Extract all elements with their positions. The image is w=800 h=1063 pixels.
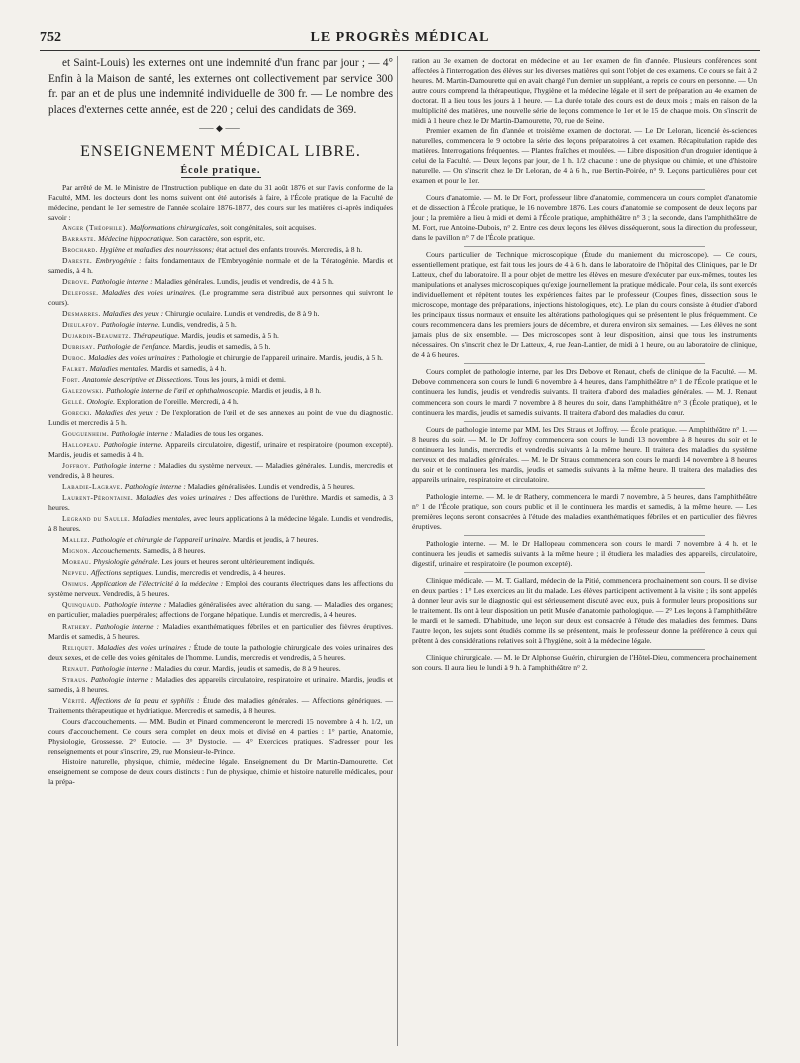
paragraph-separator [464,488,706,489]
course-entry [48,320,393,330]
announcement-paragraph: Cours complet de pathologie interne, par les Drs Debove et Renaut, chefs de clinique de la Faculté. — M. Debove commencera son cours le lundi 6 novembre à 4 heures, dans l'amphithéâtre n° 1 de l'École pratique et le continuera les lundis, jeudis et vendredis suivants. Il traitera d'abord des maladies générales. — M. J. Renaut commencera son cours le mardi 7 novembre à 8 heures du soir, dans l'amphithéâtre n° 3 (École pratique), et le continuera les mardis, jeudis et samedis suivants. Il traitera d'abord des maladies du cœur. [412,367,757,417]
course-subject: Application de l'électricité à la médecine : [91,579,224,589]
course-subject: Pathologie interne : [124,482,186,492]
paragraph-separator [464,535,706,536]
course-subject: Affections de la peau et syphilis : [90,695,200,705]
doctor-name: Rathery. [62,621,93,631]
doctor-name: Dieulafoy. [62,320,100,330]
course-details: Maladies des appareils circulatoire, respiratoire et urinaire. Mardis, jeudis et samedis, à 8 heures. [48,674,393,694]
course-subject: Physiologie générale. [93,557,160,567]
doctor-name: Gellé. [62,397,85,407]
announcement-paragraph: Premier examen de fin d'année et troisième examen de doctorat. — Le Dr Leloran, licencié ès-sciences naturelles, commencera le 9 octobre la série des leçons préparatoires à cet examen. Récapitulation rapide des matières. Interrogations fréquentes. — Plantes fraîches et moulées. — Libre disposition d'un droguier identique à celui de la Faculté. — Deux leçons par jour, de 1 h. 1/2 chacune : une de physique ou chimie, et une d'histoire naturelle. — On s'inscrit chez le Dr Leloran, de 4 à 6 h., rue Bertin-Poirée, n° 9. Leçons particulières pour cet examen et pour le 1er. [412,126,757,186]
accouchements-paragraph: Cours d'accouchements. — MM. Budin et Pinard commenceront le mercredi 15 novembre à 4 h. 1/2, un cours d'accouchement. Ce cours sera complet en deux mois et divisé en 4 parties : 1° partie, Anatomie, Physiologie, Grossesse. 2° Eutocie. — 3° Dystocie. — 4° Exercices pratiques. S'adresser pour les renseignements et pour s'inscrire, 29, rue Monsieur-le-Prince. [48,716,393,756]
course-details: Lundis, vendredis, à 5 h. [161,320,237,330]
left-column [48,56,393,787]
course-subject: Pathologie interne : [111,429,173,439]
course-details: Tous les jours, à midi et demi. [194,375,286,385]
course-details: Étude de toute la pathologie chirurgicale des voies urinaires des deux sexes, et de celle des voies génitales de l'homme. Lundis, mercredis et vendredis, à 5 heures. [48,642,394,662]
doctor-name: Renaut. [62,663,90,673]
doctor-name: Duboc. [62,353,87,363]
course-details: Mardis et samedis, à 4 h. [150,364,227,374]
doctor-name: Mignon. [62,546,91,556]
paragraph-separator [464,246,706,247]
course-details: Mardis et jeudis, à 7 heures. [232,535,319,545]
course-details: Mardis, jeudis et samedis, à 5 h. [172,342,271,352]
section-subtitle: École pratique. [180,164,261,176]
doctor-name: Gouguenheim. [62,429,110,439]
course-details: Maladies de tous les organes. [174,429,264,439]
course-entry [48,277,393,287]
paragraph-separator [464,649,706,650]
paragraph-separator [464,421,706,422]
course-entry [48,482,393,492]
course-details: Lundis, mercredis et vendredis, à 4 heures. [155,568,286,578]
course-details: Exploration de l'oreille. Mercredi, à 4 h. [116,397,239,407]
doctor-name: Dubrisay. [62,342,96,352]
doctor-name: Quinquaud. [62,600,102,610]
course-subject: Maladies des voies urinaires : [136,493,232,503]
course-details: Pathologie et chirurgie de l'appareil urinaire. Mardis, jeudis, à 5 h. [181,353,383,363]
course-details: Mardis, jeudis et samedis, à 5 h. [181,331,279,341]
course-details: Mardis et jeudis, à 8 h. [251,386,322,396]
doctor-name: Anger (Théophile). [62,222,129,232]
course-entry [48,331,393,341]
course-details: Son caractère, son esprit, etc. [175,233,265,243]
course-details: Maladies généralisées avec altération du sang. — Maladies des organes; en particulier, maladies puerpérales; affections de l'organe hépatique. Lundis et mercredis, à 4 heures. [48,600,393,620]
course-details: Maladies généralisées. Lundis et vendredis, à 5 heures. [187,482,355,492]
course-entry [48,514,393,534]
course-subject: Affections septiques. [90,568,154,578]
announcement-paragraph: Pathologie interne. — M. le dr Rathery, commencera le mardi 7 novembre, à 5 heures, dans l'amphithéâtre n° 1 de l'École pratique, son cours public et il le continuera les mardis et samedis, à la même heure. — Les premières leçons seront consacrées à l'étude des maladies exanthématiques fébriles et en particulier des fièvres éruptives. [412,491,757,531]
announcement-paragraph: Cours particulier de Technique microscopique (Étude du maniement du microscope). — Ce cours, essentiellement pratique, est fait tous les jours de 4 à 6 h. dans le laboratoire de l'hôpital des Cliniques, par le Dr Latteux, chef du laboratoire. Il a pour objet de mettre les élèves en mesure d'exécuter par eux-mêmes, toutes les manipulations et analyses microscopiques qu'exige journellement la pratique médicale. Pour cela, ils sont exercés individuellement et répètent toutes les expériences faites par le professeur (Coupes fines, dissection sous le microscope, montage des préparations, injections histologiques, etc). Le plan du cours consiste à étudier d'abord les principaux tissus normaux et ensuite les altérations pathologiques qui se présentent le plus fréquemment. Ce cours recommencera dans les premiers jours de décembre, et durera environ six semaines. — Les élèves ne sont jamais plus de six ensemble. — Des microscopes sont à leur disposition, ainsi que tous les instruments nécessaires. On s'inscrit chez le Dr Latteux, 4, rue Jean-Lantier, de midi à 1 heure, ou au laboratoire de clinique, de 4 à 6 heures. [412,250,757,360]
course-subject: Pathologie de l'enfance. [97,342,171,352]
paragraph-separator [464,363,706,364]
announcement-paragraph: ration au 3e examen de doctorat en médecine et au 1er examen de fin d'année. Plusieurs conférences sont affectées à l'interrogation des élèves sur les diverses matières qui sont l'objet de ces examens. Ce cours se fait à 2 heures. M. Martin-Damourette qui en avait chargé l'un dernier un suppléant, a repris ce cours en personne. — Un autre cours comprend la thérapeutique, l'hygiène et la médecine légale et il sert de préparation au 4e examen de doctorat. Il a lieu tous les jours à 1 heure. — La durée totale des cours est de deux mois ; mais en raison de la multiplicité des matières, une nouvelle série de leçons commence le 1er et le 15 de chaque mois. On s'inscrit de midi à 1 heure chez le Dr Martin-Damourette, 70, rue de Seine. [412,56,757,126]
course-entry [48,440,393,460]
course-entry [48,364,393,374]
intro-paragraph: et Saint-Louis) les externes ont une indemnité d'un franc par jour ; — 4° Enfin à la Maison de santé, les externes ont collectivement par service 300 fr. par an et de plus une indemnité individuelle de 300 fr. — Le nombre des places d'externes cette année, est de 220 ; celui des candidats de 369. [48,57,393,117]
course-details: Maladies générales. Lundis, jeudis et vendredis, de 4 à 5 h. [154,277,334,286]
course-details: faits fondamentaux de l'Embryogénie normale et de la Tératogénie. Mardis et samedis, à 4 h. [48,255,393,275]
doctor-name: Debove. [62,277,90,286]
announcement-paragraph: Pathologie interne. — M. le Dr Hallopeau commencera son cours le mardi 7 novembre à 4 h. et le continuera les jeudis et samedis suivants à la même heure ; il étudiera les maladies des appareils, circulatoire, digestif, urinaire et respiratoire (le poumon excepté). [412,538,757,568]
course-subject: Pathologie interne : [103,600,167,610]
doctor-name: Vérité. [62,695,88,705]
course-subject: Anatomie descriptive et Dissections. [82,375,193,385]
doctor-name: Fort. [62,375,81,385]
course-list [48,223,393,716]
doctor-name: Joffroy. [62,461,91,471]
course-details: Maladies exanthématiques fébriles et en particulier des fièvres éruptives. Mardis et samedis, à 5 heures. [48,621,393,641]
course-subject: Pathologie interne : [91,277,153,286]
course-subject: Pathologie interne. [101,320,160,330]
course-subject: Maladies des voies urinaires : [88,353,180,363]
doctor-name: Dujardin-Beaumetz. [62,331,132,341]
course-subject: Maladies mentales. [89,364,149,374]
doctor-name: Gorecki. [62,408,92,418]
course-entry [48,546,393,556]
course-subject: Pathologie interne : [95,621,160,631]
course-entry [48,375,393,385]
course-entry [48,386,393,396]
course-subject: Accouchements. [92,546,142,556]
doctor-name: Nepveu. [62,568,89,578]
course-entry [48,234,393,244]
course-subject: Maladies des voies urinaires : [97,642,192,652]
course-subject: Otologie. [86,397,115,407]
course-entry [48,568,393,578]
course-subject: Maladies des yeux : [94,408,159,418]
course-entry [48,223,393,233]
course-entry [48,288,393,308]
course-details: Samedis, à 8 heures. [143,546,206,556]
course-entry [48,256,393,276]
doctor-name: Desmarres. [62,309,101,319]
course-entry [48,397,393,407]
doctor-name: Delefosse. [62,288,99,298]
course-subject: Hygiène et maladies des nourrissons; [99,244,215,254]
course-entry [48,600,393,620]
course-entry [48,493,393,513]
course-subject: Thérapeutique. [133,331,180,341]
page-number: 752 [40,30,61,45]
course-entry [48,579,393,599]
doctor-name: Reliquet. [62,642,95,652]
course-entry [48,353,393,363]
doctor-name: Falret. [62,364,88,374]
course-entry [48,461,393,481]
course-entry [48,309,393,319]
right-column [412,56,757,673]
course-details: De l'exploration de l'œil et de ses annexes au point de vue du diagnostic. Lundis et mercredis à 5 h. [48,408,393,428]
announcement-paragraph: Cours d'anatomie. — M. le Dr Fort, professeur libre d'anatomie, commencera un cours complet d'anatomie et de dissection à l'École pratique, le 16 novembre 1876. Les cours d'anatomie se composent de deux leçons par jour ; la première a lieu à midi et demi à l'École pratique, amphithéâtre n° 3 ; la seconde, dans l'amphithéâtre de M. Fort, rue Antoine-Dubois, n° 2. Entre ces deux leçons les élèves disséqueront, sous la direction du professeur, dans le pavillon n° 7 de l'École pratique. [412,193,757,243]
course-entry [48,557,393,567]
course-details: Maladies du système nerveux. — Maladies générales. Lundis, mercredis et vendredis, à 8 heures. [48,461,394,481]
doctor-name: Galezowski. [62,386,105,396]
ornament-divider: ⸺◆⸺ [198,122,243,133]
journal-title: LE PROGRÈS MÉDICAL [310,30,490,45]
course-details: Appareils circulatoire, digestif, urinaire et respiratoire (poumon excepté). Mardis, jeudis et samedis à 4 h. [48,440,393,460]
announcement-paragraph: Cours de pathologie interne par MM. les Drs Straus et Joffroy. — École pratique. — Amphithéâtre n° 1. — 8 heures du soir. — M. le Dr Joffroy commencera son cours le lundi 13 novembre à 8 heures du soir et le continuera les lundis, mercredis et vendredis suivants à la même heure. Il traitera des maladies du système nerveux et des maladies générales. — M. le Dr Straus commencera son cours le mardi 14 novembre à 8 heures du soir et le continuera les mardis, jeudis et samedis suivants à la même heure. Il traitera des maladies des appareils urinaire, respiratoire et circulatoire. [412,424,757,484]
course-details: Les jours et heures seront ultérieurement indiqués. [161,557,315,567]
course-details: Maladies du cœur. Mardis, jeudis et samedis, de 8 à 9 heures. [154,663,341,673]
course-details: Chirurgie oculaire. Lundis et vendredis, de 8 à 9 h. [165,309,320,319]
course-subject: Maladies des voies urinaires. [102,288,196,298]
course-details: (Le programme sera distribué aux personnes qui suivront le cours). [48,288,393,308]
course-subject: Maladies mentales, [132,514,192,524]
course-entry [48,622,393,642]
doctor-name: Mallez. [62,535,90,545]
column-divider [397,56,398,1046]
doctor-name: Barraste. [62,233,97,243]
course-entry [48,696,393,716]
doctor-name: Straus. [62,674,89,684]
course-entry [48,643,393,663]
course-details: avec leurs applications à la médecine légale. Lundis et vendredis, à 8 heures. [48,514,394,534]
header-rule [40,50,760,51]
doctor-name: Dareste. [62,255,93,265]
course-subject: Pathologie interne : [93,461,156,471]
doctor-name: Brochard. [62,244,98,254]
preamble-paragraph: Par arrêté de M. le Ministre de l'Instruction publique en date du 31 août 1876 et sur l'avis conforme de la Faculté, MM. les docteurs dont les noms suivent ont été autorisés à faire, à l'École pratique de la Faculté de médecine, pendant le 1er semestre de l'année scolaire 1876-1877, des cours sur les matières ci-après indiquées savoir : [48,182,393,222]
doctor-name: Legrand du Saulle. [62,514,131,524]
doctor-name: Laurent-Pérontaine. [62,493,134,503]
course-subject: Maladies des yeux : [102,309,164,319]
course-entry [48,342,393,352]
course-subject: Pathologie interne : [91,663,153,673]
course-details: soit congénitales, soit acquises. [221,222,317,232]
course-details: Des affections de l'urèthre. Mardis et samedis, à 3 heures. [48,493,393,513]
course-subject: Pathologie et chirurgie de l'appareil urinaire. [91,535,232,545]
page-header [40,30,760,48]
course-entry [48,664,393,674]
course-subject: Pathologie interne de l'œil et ophthalmoscopie. [105,386,250,396]
course-subject: Pathologie interne. [103,440,163,450]
paragraph-separator [464,189,706,190]
announcement-paragraph: Clinique médicale. — M. T. Gallard, médecin de la Pitié, commencera prochainement son cours. Il se divise en deux parties : 1° Les exercices au lit du malade. Les élèves participent activement à la visite ; ils sont appelés à donner leur avis sur le diagnostic qui est sérieusement discuté avec eux, puis à formuler leurs propositions sur le traitement. Ils ont à leur disposition un petit Musée d'anatomie pathologique. — 2° Les leçons à l'amphithéâtre le mardi et le samedi. D'habitude, une leçon sur deux est consacrée à l'étude des maladies des femmes. Dans l'autre leçon, les sujets sont étudiés comme ils se présentent, mais le professeur donne la préférence à ceux qui prêtent à des considérations relatives soit à l'hygiène, soit à la médecine légale. [412,575,757,645]
course-entry [48,429,393,439]
course-subject: Malformations chirurgicales, [129,222,220,232]
course-entry [48,245,393,255]
course-details: Étude des maladies générales. — Affections génériques. — Traitements thérapeutique et hydriatique. Mercredis et samedis, à 8 heures. [48,695,393,715]
paragraph-separator [464,572,706,573]
doctor-name: Hallopeau. [62,440,101,450]
course-details: état actuel des enfants trouvés. Mercredis, à 8 h. [216,244,363,254]
course-entry [48,535,393,545]
doctor-name: Moreau. [62,557,92,567]
doctor-name: Labadie-Lagrave. [62,482,123,492]
announcement-paragraph: Clinique chirurgicale. — M. le Dr Alphonse Guérin, chirurgien de l'Hôtel-Dieu, commencera prochainement son cours. Il aura lieu le lundi à 9 h. à l'amphithéâtre n° 2. [412,652,757,672]
course-details: Emploi des courants électriques dans les affections du système nerveux. Vendredis, à 5 heures. [48,579,393,599]
course-subject: Médecine hippocratique. [98,233,175,243]
course-subject: Embryogénie : [95,255,142,265]
histoire-paragraph: Histoire naturelle, physique, chimie, médecine légale. Enseignement du Dr Martin-Damourette. Cet enseignement se compose de deux cours distincts : l'un de physique, chimie et histoire naturelle médicales, pour la prépa- [48,756,393,786]
section-title: ENSEIGNEMENT MÉDICAL LIBRE. [80,142,361,160]
course-entry [48,675,393,695]
course-entry [48,408,393,428]
doctor-name: Onimus. [62,579,89,589]
course-subject: Pathologie interne : [90,674,154,684]
